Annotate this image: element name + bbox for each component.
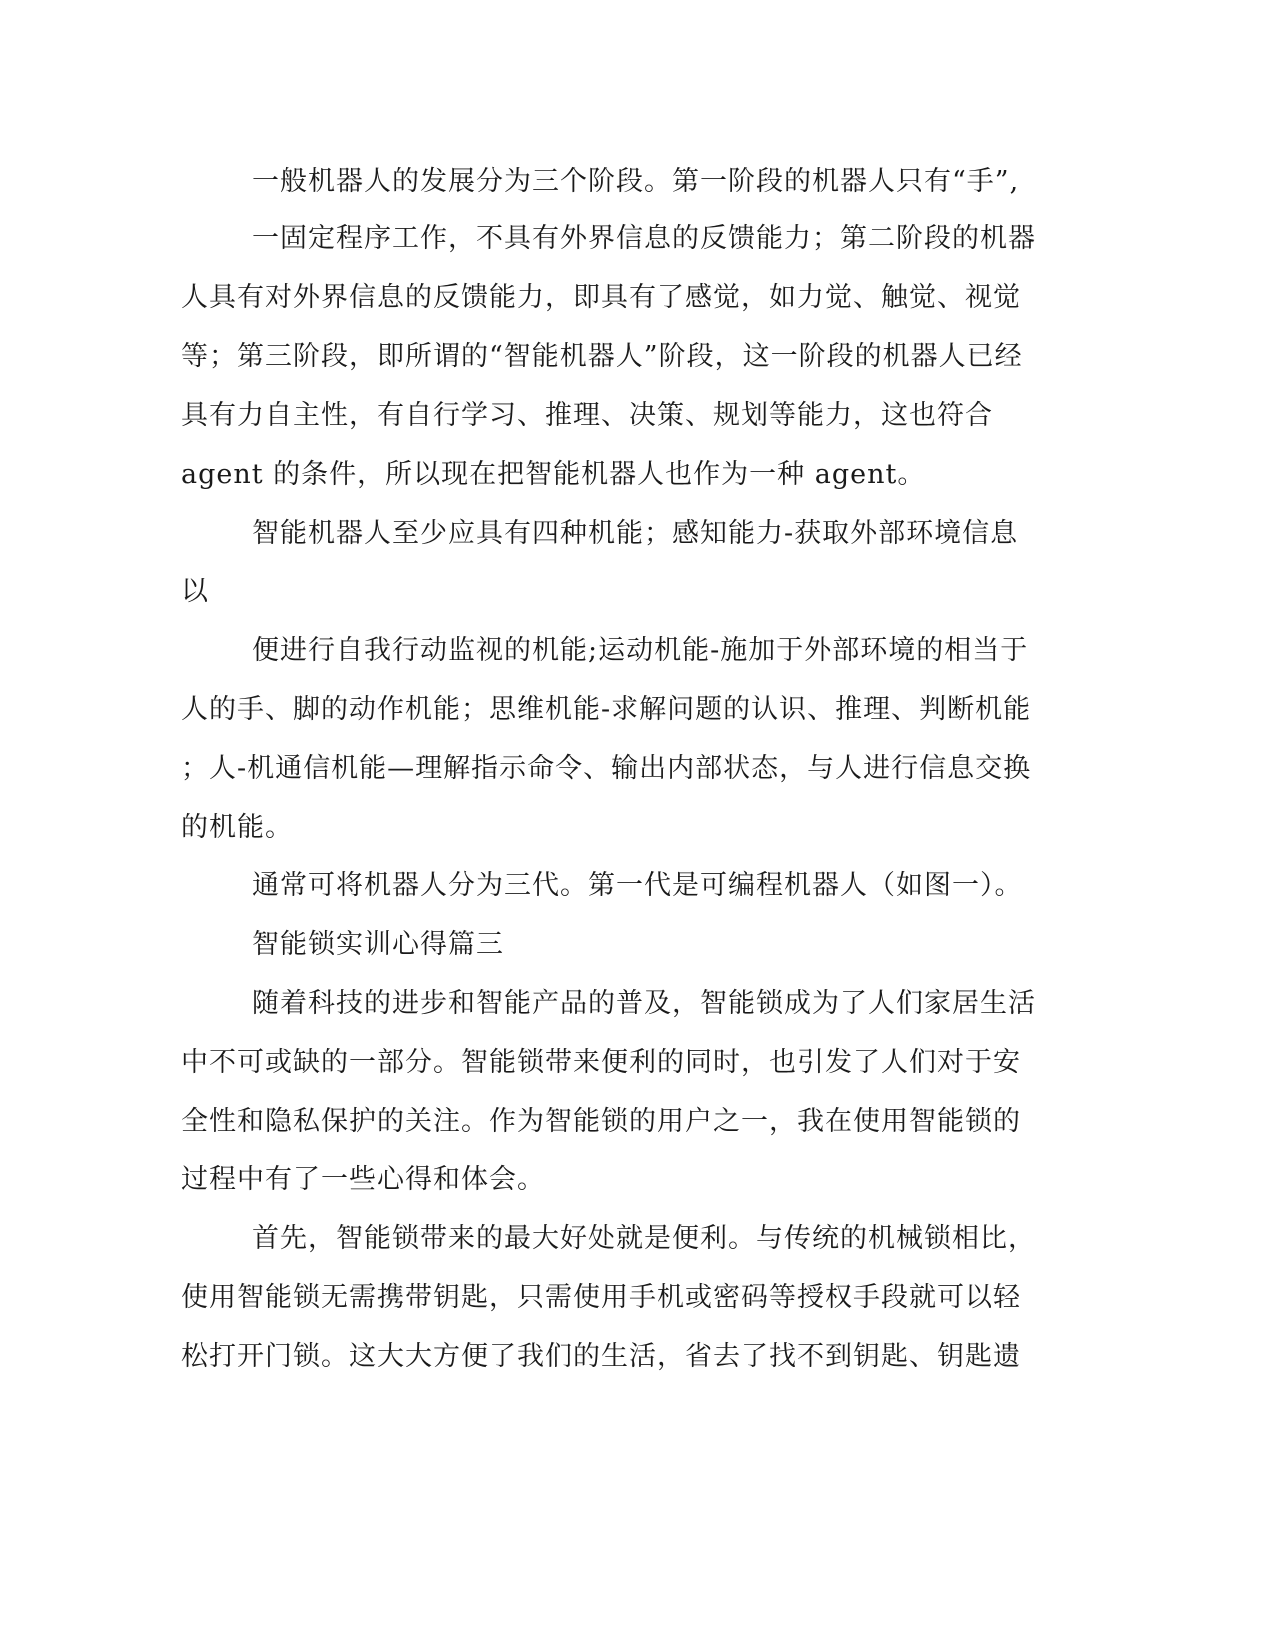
- text-line: 通常可将机器人分为三代。第一代是可编程机器人（如图一）。: [252, 870, 1023, 901]
- text-line: 等；第三阶段，即所谓的“智能机器人”阶段，这一阶段的机器人已经: [181, 341, 1023, 372]
- text-line: 人具有对外界信息的反馈能力，即具有了感觉，如力觉、触觉、视觉: [181, 282, 1021, 313]
- text-line: 随着科技的进步和智能产品的普及，智能锁成为了人们家居生活: [252, 988, 1036, 1019]
- text-line: 过程中有了一些心得和体会。: [181, 1164, 545, 1195]
- text-line: 使用智能锁无需携带钥匙，只需使用手机或密码等授权手段就可以轻: [181, 1282, 1021, 1313]
- text-line: 具有力自主性，有自行学习、推理、决策、规划等能力，这也符合: [181, 400, 993, 431]
- text-line: 松打开门锁。这大大方便了我们的生活，省去了找不到钥匙、钥匙遗: [181, 1341, 1021, 1372]
- text-line: agent 的条件，所以现在把智能机器人也作为一种 agent。: [181, 459, 926, 490]
- text-line: 便进行自我行动监视的机能;运动机能-施加于外部环境的相当于: [252, 635, 1029, 666]
- text-line: 人的手、脚的动作机能；思维机能-求解问题的认识、推理、判断机能: [181, 694, 1032, 725]
- section-heading: 智能锁实训心得篇三: [252, 929, 504, 960]
- text-line: 全性和隐私保护的关注。作为智能锁的用户之一，我在使用智能锁的: [181, 1106, 1021, 1137]
- text-line: 一般机器人的发展分为三个阶段。第一阶段的机器人只有“手”,: [252, 166, 1020, 197]
- text-line: 的机能。: [181, 812, 293, 843]
- text-line: 智能机器人至少应具有四种机能；感知能力-获取外部环境信息: [252, 518, 1019, 549]
- text-line: ；人-机通信机能—理解指示命令、输出内部状态，与人进行信息交换: [181, 753, 1032, 784]
- text-line: 首先，智能锁带来的最大好处就是便利。与传统的机械锁相比，: [252, 1223, 1036, 1254]
- text-line: 以: [181, 576, 209, 607]
- text-line: 一固定程序工作，不具有外界信息的反馈能力；第二阶段的机器: [252, 223, 1036, 254]
- text-line: 中不可或缺的一部分。智能锁带来便利的同时，也引发了人们对于安: [181, 1047, 1021, 1078]
